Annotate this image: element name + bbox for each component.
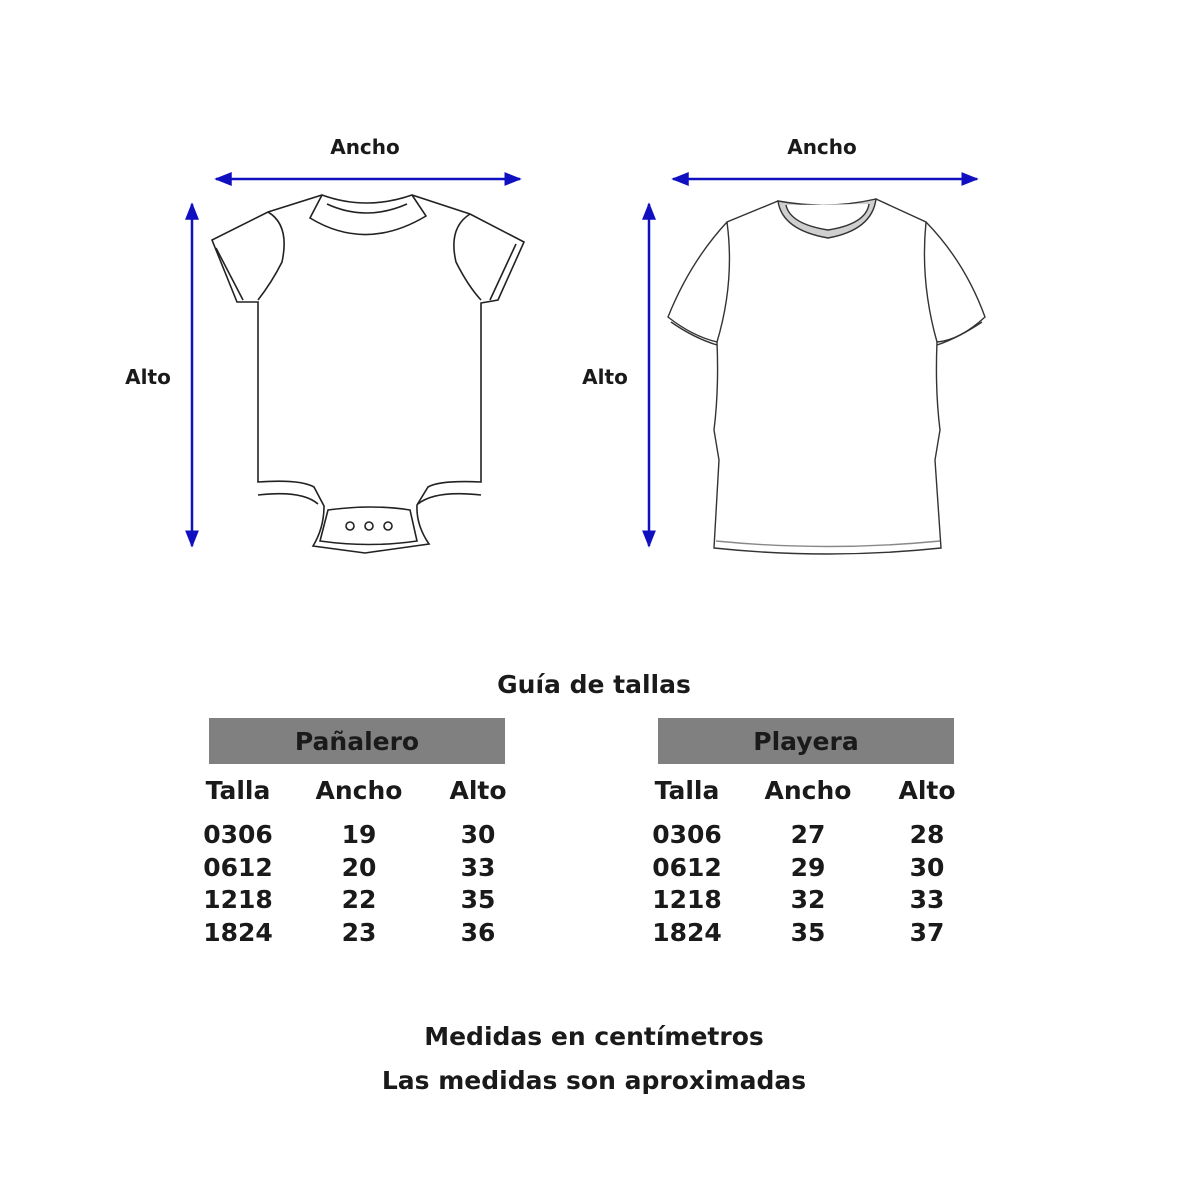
column-headers [653, 776, 973, 808]
column-headers [204, 776, 524, 808]
table-row [653, 853, 973, 886]
size-cell: 1218 [652, 885, 722, 914]
width-cell: 19 [341, 820, 377, 849]
size-cell: 0306 [652, 820, 722, 849]
tshirt-drawing [668, 199, 985, 554]
height-cell: 36 [460, 917, 496, 947]
size-cell: 1218 [203, 885, 273, 914]
table-row [204, 885, 524, 918]
tshirt-width-label: Ancho [787, 135, 857, 159]
units-note: Medidas en centímetros [424, 1022, 764, 1051]
width-cell: 20 [341, 852, 377, 882]
table-header: Pañalero [209, 718, 505, 764]
tshirt-height-label: Alto [582, 365, 628, 389]
table-row [204, 853, 524, 886]
bodysuit-height-label: Alto [125, 365, 171, 389]
size-guide-title: Guía de tallas [497, 670, 691, 699]
size-cell: 0306 [203, 820, 273, 849]
table-row [653, 820, 973, 853]
table-row [204, 918, 524, 951]
column-header: Alto [898, 776, 956, 805]
column-header: Ancho [315, 776, 403, 805]
height-cell: 33 [460, 852, 496, 882]
size-cell: 0612 [652, 852, 722, 882]
width-cell: 23 [341, 917, 377, 947]
width-cell: 32 [790, 885, 826, 914]
width-cell: 35 [790, 917, 826, 947]
column-header: Ancho [764, 776, 852, 805]
width-cell: 27 [790, 820, 826, 849]
column-header: Talla [205, 776, 271, 805]
height-cell: 30 [909, 852, 945, 882]
size-cell: 1824 [652, 917, 722, 947]
table-row [653, 918, 973, 951]
height-cell: 35 [460, 885, 496, 914]
table-row [653, 885, 973, 918]
table-header: Playera [658, 718, 954, 764]
column-header: Talla [654, 776, 720, 805]
column-header: Alto [449, 776, 507, 805]
height-cell: 37 [909, 917, 945, 947]
table-row [204, 820, 524, 853]
height-cell: 30 [460, 820, 496, 849]
size-cell: 1824 [203, 917, 273, 947]
bodysuit-width-label: Ancho [330, 135, 400, 159]
bodysuit-drawing [212, 195, 524, 553]
approximate-note: Las medidas son aproximadas [381, 1066, 807, 1095]
width-cell: 22 [341, 885, 377, 914]
width-cell: 29 [790, 852, 826, 882]
height-cell: 28 [909, 820, 945, 849]
size-cell: 0612 [203, 852, 273, 882]
height-cell: 33 [909, 885, 945, 914]
